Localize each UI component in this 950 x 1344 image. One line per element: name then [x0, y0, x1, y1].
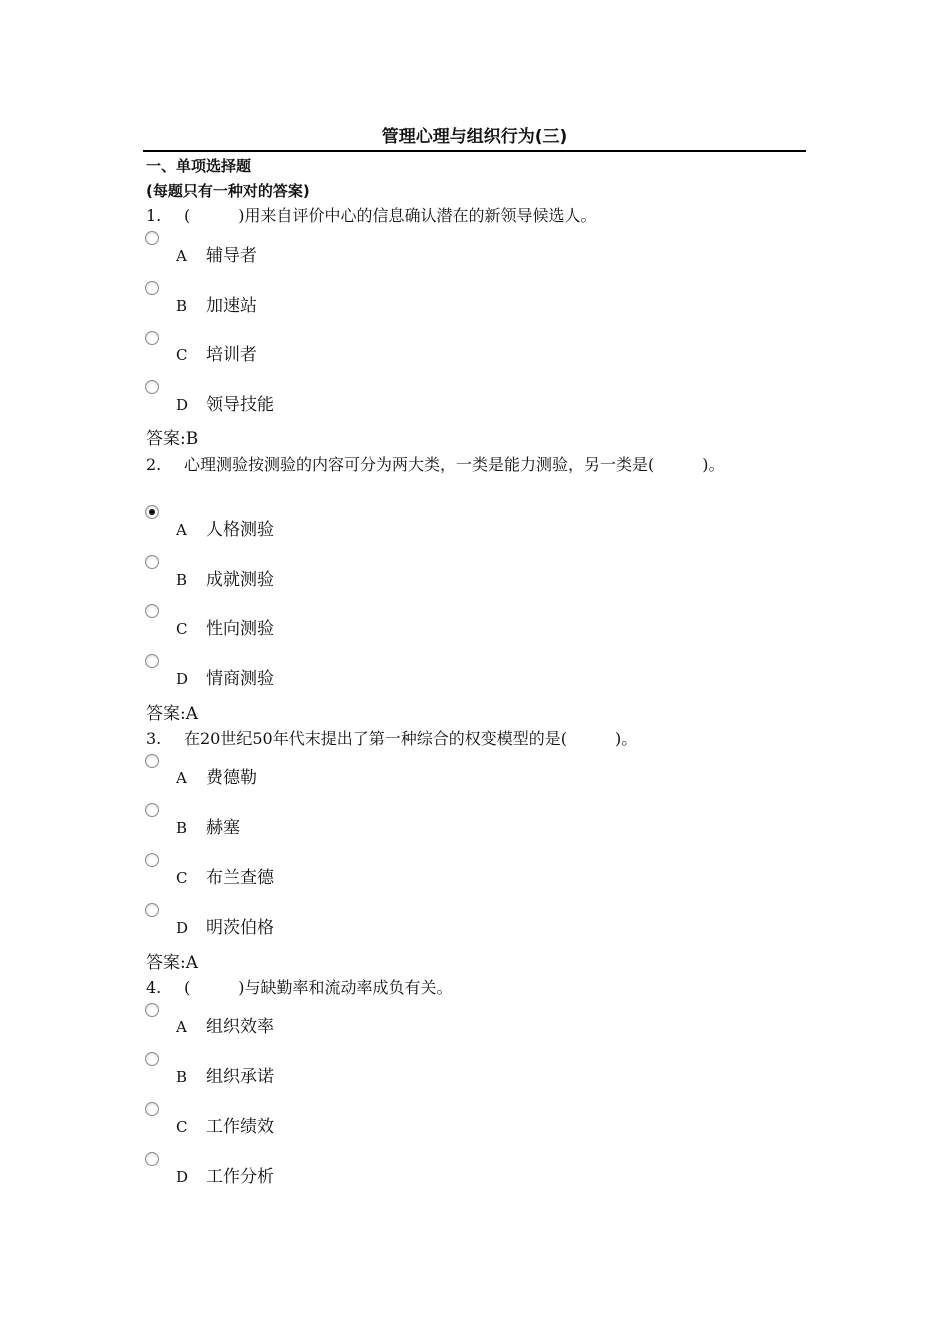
option-label: 性向测验	[206, 619, 274, 639]
radio-q3-b[interactable]	[145, 803, 159, 817]
radio-q3-c[interactable]	[145, 853, 159, 867]
option-letter: B	[176, 1068, 188, 1086]
radio-q4-d[interactable]	[145, 1152, 159, 1166]
option-q3-a	[176, 767, 257, 789]
option-letter: D	[176, 919, 189, 937]
option-label: 明茨伯格	[206, 918, 274, 938]
option-q3-b	[176, 817, 240, 839]
question-text: ( )与缺勤率和流动率成负有关。	[184, 978, 453, 997]
radio-q4-c[interactable]	[145, 1102, 159, 1116]
option-letter: B	[176, 297, 188, 315]
option-q4-c	[176, 1116, 274, 1138]
document-title: 管理心理与组织行为(三)	[381, 127, 568, 147]
option-letter: A	[176, 769, 187, 787]
option-letter: C	[176, 620, 188, 638]
radio-q2-a[interactable]	[145, 505, 159, 519]
radio-q4-a[interactable]	[145, 1003, 159, 1017]
option-q1-a	[176, 245, 257, 267]
option-letter: C	[176, 1118, 188, 1136]
option-q4-b	[176, 1066, 274, 1088]
question-2	[146, 453, 756, 477]
option-letter: D	[176, 396, 189, 414]
section-heading: 一、单项选择题	[146, 157, 252, 175]
option-label: 工作分析	[206, 1167, 274, 1187]
question-4	[146, 976, 756, 1000]
option-q2-d	[176, 668, 274, 690]
option-q2-b	[176, 569, 274, 591]
option-q4-a	[176, 1016, 274, 1038]
option-q1-c	[176, 344, 257, 366]
radio-q3-a[interactable]	[145, 754, 159, 768]
option-letter: B	[176, 571, 188, 589]
option-label: 辅导者	[206, 246, 257, 266]
radio-q2-c[interactable]	[145, 604, 159, 618]
option-letter: A	[176, 1018, 187, 1036]
option-label: 情商测验	[206, 669, 274, 689]
question-text: 心理测验按测验的内容可分为两大类，一类是能力测验，另一类是( )。	[184, 455, 725, 474]
option-label: 布兰查德	[206, 868, 274, 888]
option-letter: C	[176, 346, 188, 364]
title-divider	[143, 150, 806, 152]
option-label: 赫塞	[206, 818, 240, 838]
option-q1-b	[176, 295, 257, 317]
option-letter: C	[176, 869, 188, 887]
answer-q1: 答案:B	[146, 429, 199, 449]
radio-q1-c[interactable]	[145, 331, 159, 345]
radio-q1-a[interactable]	[145, 231, 159, 245]
option-label: 成就测验	[206, 570, 274, 590]
option-label: 加速站	[206, 296, 257, 316]
question-number: 3.	[146, 729, 162, 748]
question-1	[146, 204, 756, 228]
option-letter: A	[176, 521, 187, 539]
radio-q1-b[interactable]	[145, 281, 159, 295]
question-number: 2.	[146, 455, 162, 474]
option-letter: B	[176, 819, 188, 837]
section-note: (每题只有一种对的答案)	[146, 182, 310, 200]
option-q2-c	[176, 618, 274, 640]
option-label: 工作绩效	[206, 1117, 274, 1137]
answer-q3: 答案:A	[146, 953, 199, 973]
answer-q2: 答案:A	[146, 704, 199, 724]
option-letter: A	[176, 247, 187, 265]
option-q3-c	[176, 867, 274, 889]
option-q3-d	[176, 917, 274, 939]
question-text: ( )用来自评价中心的信息确认潜在的新领导候选人。	[184, 206, 597, 225]
option-label: 费德勒	[206, 768, 257, 788]
radio-q4-b[interactable]	[145, 1052, 159, 1066]
radio-q2-d[interactable]	[145, 654, 159, 668]
question-number: 4.	[146, 978, 162, 997]
option-q2-a	[176, 519, 274, 541]
radio-q3-d[interactable]	[145, 903, 159, 917]
option-letter: D	[176, 670, 189, 688]
option-q1-d	[176, 394, 274, 416]
option-q4-d	[176, 1166, 274, 1188]
option-label: 人格测验	[206, 520, 274, 540]
radio-q2-b[interactable]	[145, 555, 159, 569]
option-label: 领导技能	[206, 395, 274, 415]
option-letter: D	[176, 1168, 189, 1186]
question-3	[146, 727, 756, 751]
option-label: 组织承诺	[206, 1067, 274, 1087]
question-text: 在20世纪50年代末提出了第一种综合的权变模型的是( )。	[184, 729, 638, 748]
option-label: 培训者	[206, 345, 257, 365]
question-number: 1.	[146, 206, 162, 225]
radio-q1-d[interactable]	[145, 380, 159, 394]
option-label: 组织效率	[206, 1017, 274, 1037]
